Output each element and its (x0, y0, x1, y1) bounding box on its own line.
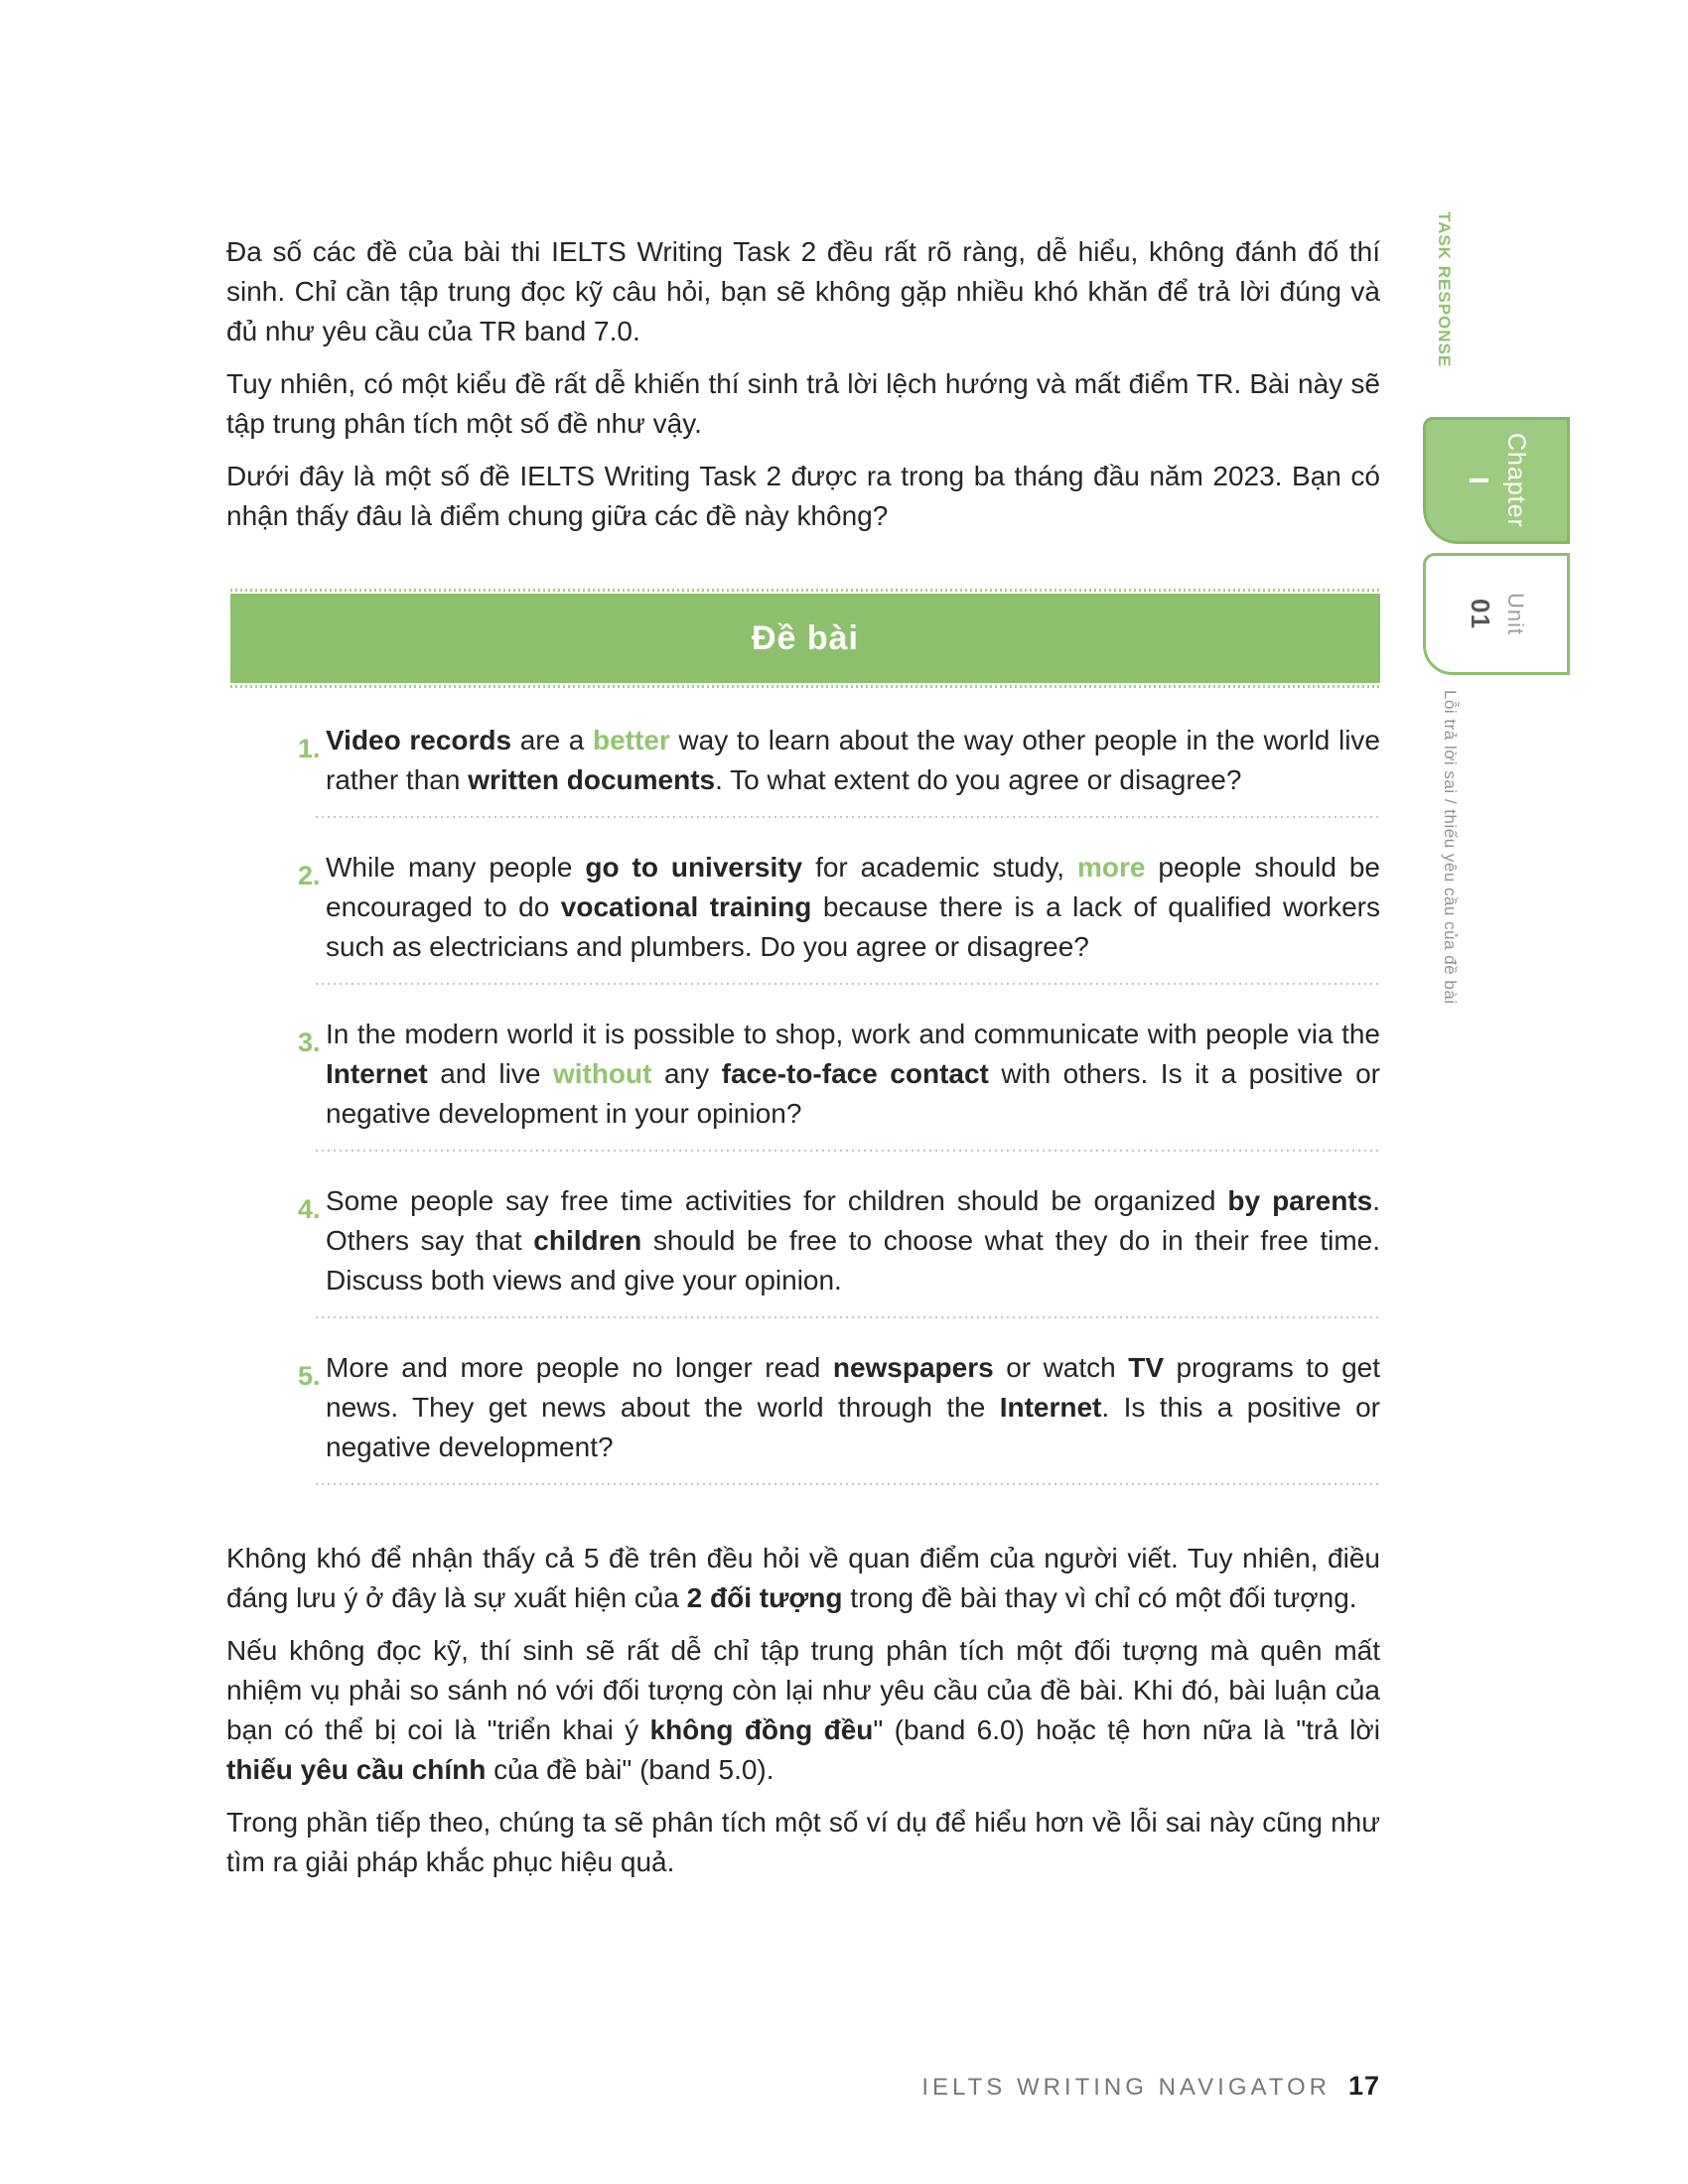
prompts-banner (230, 594, 1380, 683)
prompt-text: In the modern world it is possible to shop, work and communicate with people via the Internet and live without any face-to-face contact with others. Is it a positive or negative development in your opinion? (326, 1019, 1380, 1129)
intro-paragraph: Dưới đây là một số đề IELTS Writing Task 2 được ra trong ba tháng đầu năm 2023. Bạn có nhận thấy đâu là điểm chung giữa các đề này không? (226, 461, 1380, 531)
prompt-item (226, 1181, 1380, 1300)
chapter-tab-number: I (1464, 477, 1494, 484)
closing-paragraphs (226, 1539, 1380, 1895)
prompt-number: 4. (298, 1194, 321, 1224)
prompt-text: Video records are a better way to learn about the way other people in the world live rather than written documents. To what extent do you agree or disagree? (326, 725, 1380, 795)
dotted-separator (316, 816, 1380, 818)
closing-paragraph: Trong phần tiếp theo, chúng ta sẽ phân tích một số ví dụ để hiểu hơn về lỗi sai này cũng như tìm ra giải pháp khắc phục hiệu quả. (226, 1807, 1380, 1877)
prompt-number: 2. (298, 861, 321, 890)
prompt-item (226, 1015, 1380, 1134)
unit-tab-number: 01 (1466, 599, 1495, 629)
chapter-tab-label: Chapter (1502, 433, 1530, 528)
dotted-separator (316, 1150, 1380, 1152)
unit-side-note: Lỗi trả lời sai / thiếu yêu cầu của đề bài (1441, 690, 1460, 1005)
prompt-text: While many people go to university for academic study, more people should be encouraged to do vocational training because there is a lack of qualified workers such as electricians and plumbers. Do you agree or disagree? (326, 852, 1380, 962)
section-label-task-response: TASK RESPONSE (1435, 211, 1454, 368)
intro-paragraph: Tuy nhiên, có một kiểu đề rất dễ khiến thí sinh trả lời lệch hướng và mất điểm TR. Bài này sẽ tập trung phân tích một số đề như vậy. (226, 368, 1380, 439)
intro-paragraphs (226, 232, 1380, 549)
prompt-item (226, 1348, 1380, 1467)
prompt-number: 5. (298, 1361, 321, 1391)
unit-tab-label: Unit (1503, 592, 1528, 636)
page-footer (921, 2071, 1380, 2102)
prompt-number: 1. (298, 734, 321, 763)
banner-title: Đề bài (751, 618, 860, 657)
book-title: IELTS WRITING NAVIGATOR (921, 2074, 1331, 2101)
closing-paragraph: Không khó để nhận thấy cả 5 đề trên đều hỏi về quan điểm của người viết. Tuy nhiên, điều đáng lưu ý ở đây là sự xuất hiện của 2 đối tượng trong đề bài thay vì chỉ có một đối tượng. (226, 1543, 1380, 1613)
dotted-separator (316, 1483, 1380, 1485)
prompt-number: 3. (298, 1027, 321, 1057)
prompt-item (226, 848, 1380, 967)
unit-tab (1423, 553, 1570, 675)
prompt-text: More and more people no longer read newspapers or watch TV programs to get news. They get news about the world through the Internet. Is this a positive or negative development? (326, 1352, 1381, 1462)
prompt-list (226, 683, 1380, 1515)
dotted-separator (316, 983, 1380, 985)
closing-paragraph: Nếu không đọc kỹ, thí sinh sẽ rất dễ chỉ tập trung phân tích một đối tượng mà quên mất nhiệm vụ phải so sánh nó với đối tượng còn lại như yêu cầu của đề bài. Khi đó, bài luận của bạn có thể bị coi là "triển khai ý không đồng đều" (band 6.0) hoặc tệ hơn nữa là "trả lời thiếu yêu cầu chính của đề bài" (band 5.0). (226, 1635, 1380, 1785)
prompt-item (226, 721, 1380, 800)
intro-paragraph: Đa số các đề của bài thi IELTS Writing Task 2 đều rất rõ ràng, dễ hiểu, không đánh đố thí sinh. Chỉ cần tập trung đọc kỹ câu hỏi, bạn sẽ không gặp nhiều khó khăn để trả lời đúng và đủ như yêu cầu của TR band 7.0. (226, 236, 1380, 346)
prompt-text: Some people say free time activities for children should be organized by parents. Others say that children should be free to choose what they do in their free time. Discuss both views and give your opinion. (326, 1185, 1381, 1296)
chapter-tab (1423, 417, 1570, 544)
page-number: 17 (1347, 2071, 1380, 2101)
dotted-separator (316, 1316, 1380, 1318)
